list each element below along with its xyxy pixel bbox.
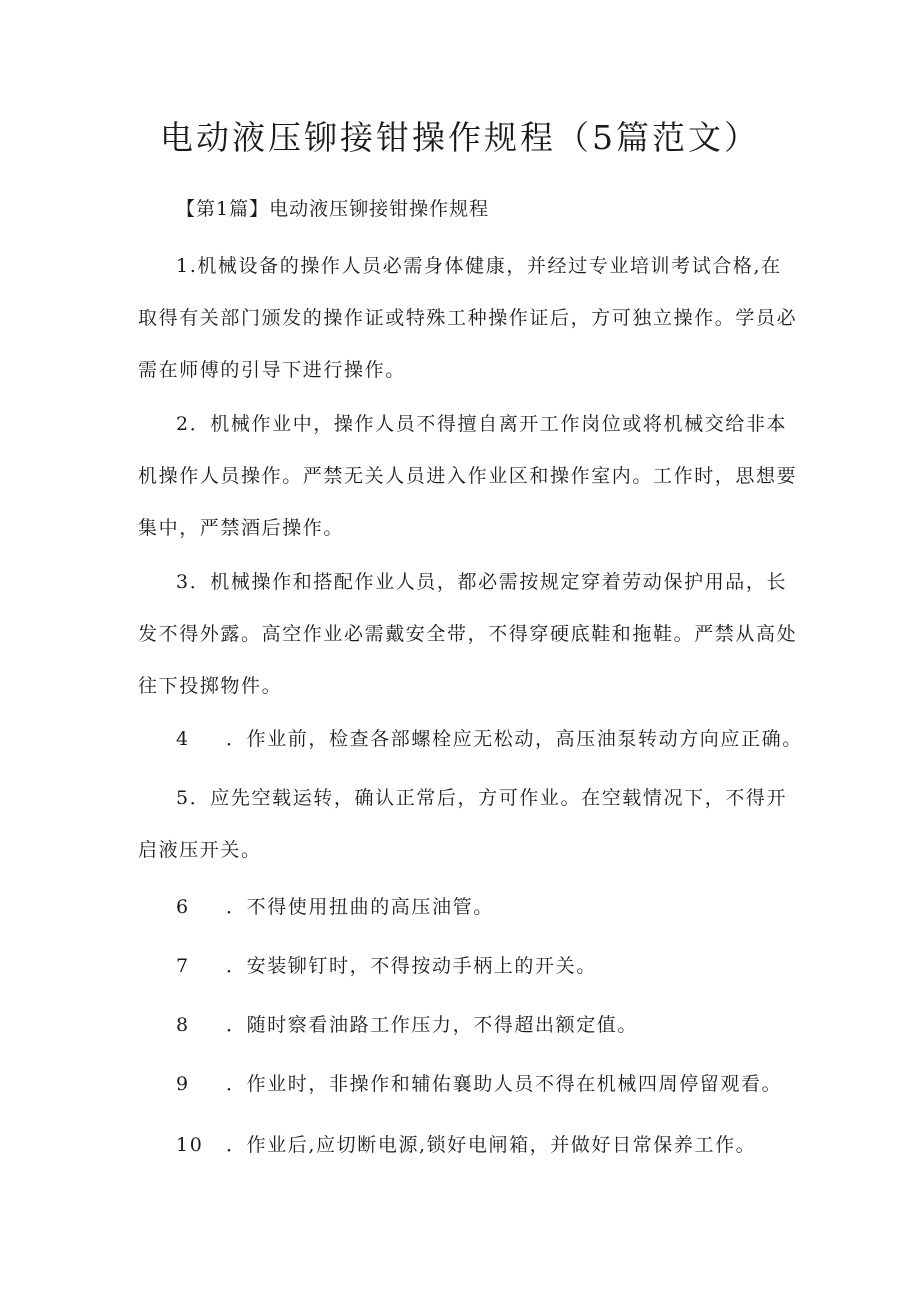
document-title: 电动液压铆接钳操作规程（5篇范文） [160,118,760,157]
list-item-text: ．安装铆钉时，不得按动手柄上的开关。 [226,955,597,977]
list-item-number: 4 [176,728,190,750]
list-item-6 [176,892,494,922]
paragraph-2 [138,398,798,554]
list-item-text: ．作业后,应切断电源,锁好电闸箱，并做好日常保养工作。 [226,1134,757,1156]
paragraph-2-text: 2．机械作业中，操作人员不得擅自离开工作岗位或将机械交给非本机操作人员操作。严禁无关人员进入作业区和操作室内。工作时，思想要集中，严禁酒后操作。 [138,413,798,539]
paragraph-1-text: 1.机械设备的操作人员必需身体健康，并经过专业培训考试合格,在取得有关部门颁发的操作证或特殊工种操作证后，方可独立操作。学员必需在师傅的引导下进行操作。 [138,255,798,381]
paragraph-3 [138,556,798,712]
list-item-number: 8 [176,1014,190,1036]
list-item-text: ．作业时，非操作和辅佑襄助人员不得在机械四周停留观看。 [226,1073,783,1095]
list-item-number: 10 [176,1134,204,1156]
list-item-text: ．作业前，检查各部螺栓应无松动，高压油泵转动方向应正确。 [226,728,803,750]
paragraph-5-text: 5．应先空载运转，确认正常后，方可作业。在空载情况下，不得开启液压开关。 [138,787,788,861]
list-item-4 [176,724,803,754]
paragraph-1 [138,240,798,396]
list-item-7 [176,951,597,981]
list-item-text: ．不得使用扭曲的高压油管。 [226,896,494,918]
list-item-number: 9 [176,1073,190,1095]
list-item-9 [176,1069,782,1099]
paragraph-3-text: 3．机械操作和搭配作业人员，都必需按规定穿着劳动保护用品，长发不得外露。高空作业必需戴安全带，不得穿硬底鞋和拖鞋。严禁从高处往下投掷物件。 [138,571,798,697]
list-item-10 [176,1130,756,1160]
list-item-number: 7 [176,955,190,977]
section-heading: 【第1篇】电动液压铆接钳操作规程 [176,198,490,220]
list-item-text: ．随时察看油路工作压力，不得超出额定值。 [226,1014,639,1036]
paragraph-5 [138,772,798,876]
list-item-8 [176,1010,638,1040]
list-item-number: 6 [176,896,190,918]
